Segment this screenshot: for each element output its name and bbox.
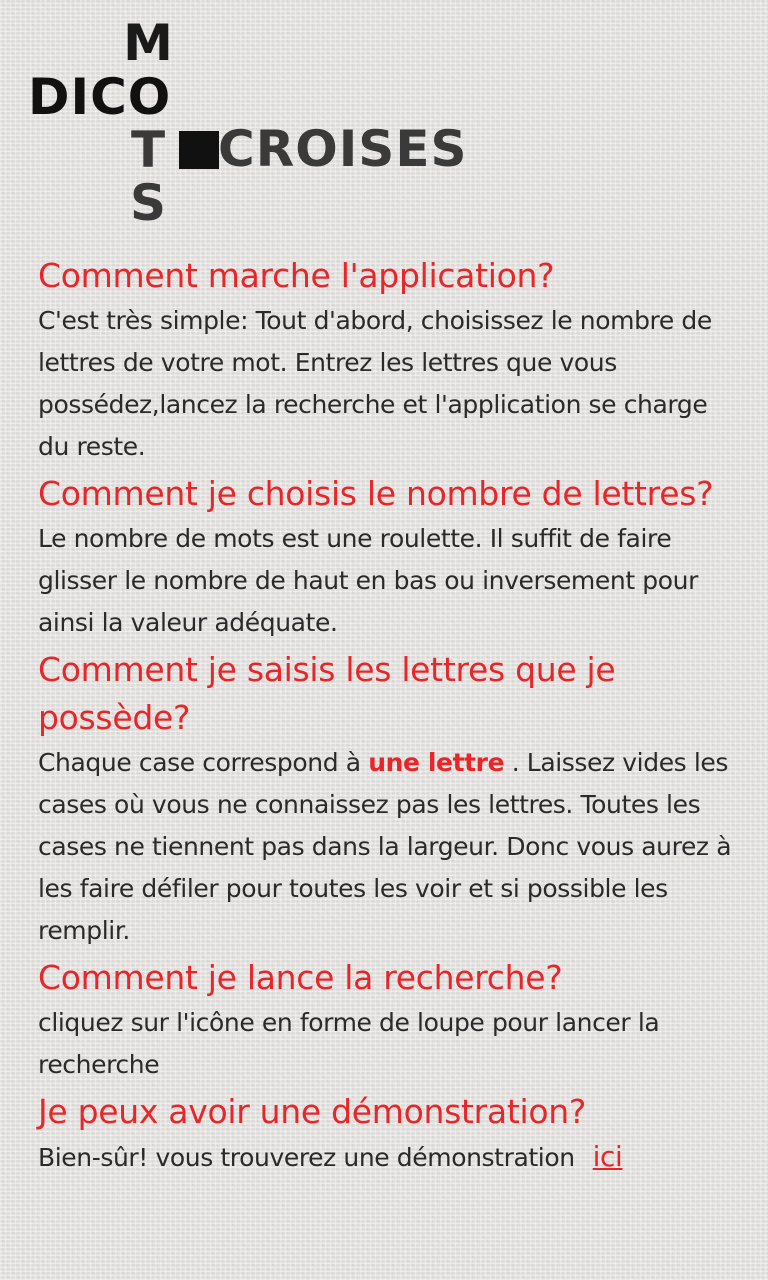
logo-letter-t: T — [130, 121, 166, 179]
faq-question-demonstration: Je peux avoir une démonstration? — [38, 1092, 587, 1131]
faq-question-launch-search: Comment je lance la recherche? — [38, 958, 563, 997]
faq-question-choose-letter-count: Comment je choisis le nombre de lettres? — [38, 474, 714, 513]
logo-word-croises: CROISES — [218, 120, 468, 178]
faq-answer-demonstration-text: Bien-sûr! vous trouverez une démonstration — [38, 1143, 575, 1172]
logo-letter-m: M — [123, 14, 173, 72]
faq-answer-enter-letters-after: . Laissez vides les cases où vous ne connaissez pas les lettres. Toutes les cases ne tiennent pas dans la largeur. Donc vous aurez à les faire défiler pour toutes les voir et si possible les remplir. — [38, 748, 732, 945]
highlight-one-letter: une lettre — [368, 748, 505, 777]
faq-answer-enter-letters — [38, 742, 738, 952]
faq-answer-how-app-works: C'est très simple: Tout d'abord, choisissez le nombre de lettres de votre mot. Entrez les lettres que vous possédez,lancez la recherche et l'application se charge du reste. — [38, 306, 712, 461]
faq-answer-choose-letter-count: Le nombre de mots est une roulette. Il suffit de faire glisser le nombre de haut en bas ou inversement pour ainsi la valeur adéquate. — [38, 524, 698, 637]
app-logo — [0, 0, 520, 240]
logo-black-square — [179, 131, 219, 169]
logo-word-dico: DICO — [28, 68, 172, 126]
faq-section — [38, 252, 738, 1181]
faq-answer-enter-letters-before: Chaque case correspond à — [38, 748, 361, 777]
demonstration-link[interactable]: ici — [592, 1140, 623, 1173]
faq-answer-launch-search: cliquez sur l'icône en forme de loupe pour lancer la recherche — [38, 1008, 660, 1079]
faq-question-how-app-works: Comment marche l'application? — [38, 256, 555, 295]
faq-answer-demonstration — [38, 1136, 738, 1179]
logo-letter-s: S — [129, 174, 166, 232]
faq-question-enter-letters: Comment je saisis les lettres que je possède? — [38, 650, 616, 737]
